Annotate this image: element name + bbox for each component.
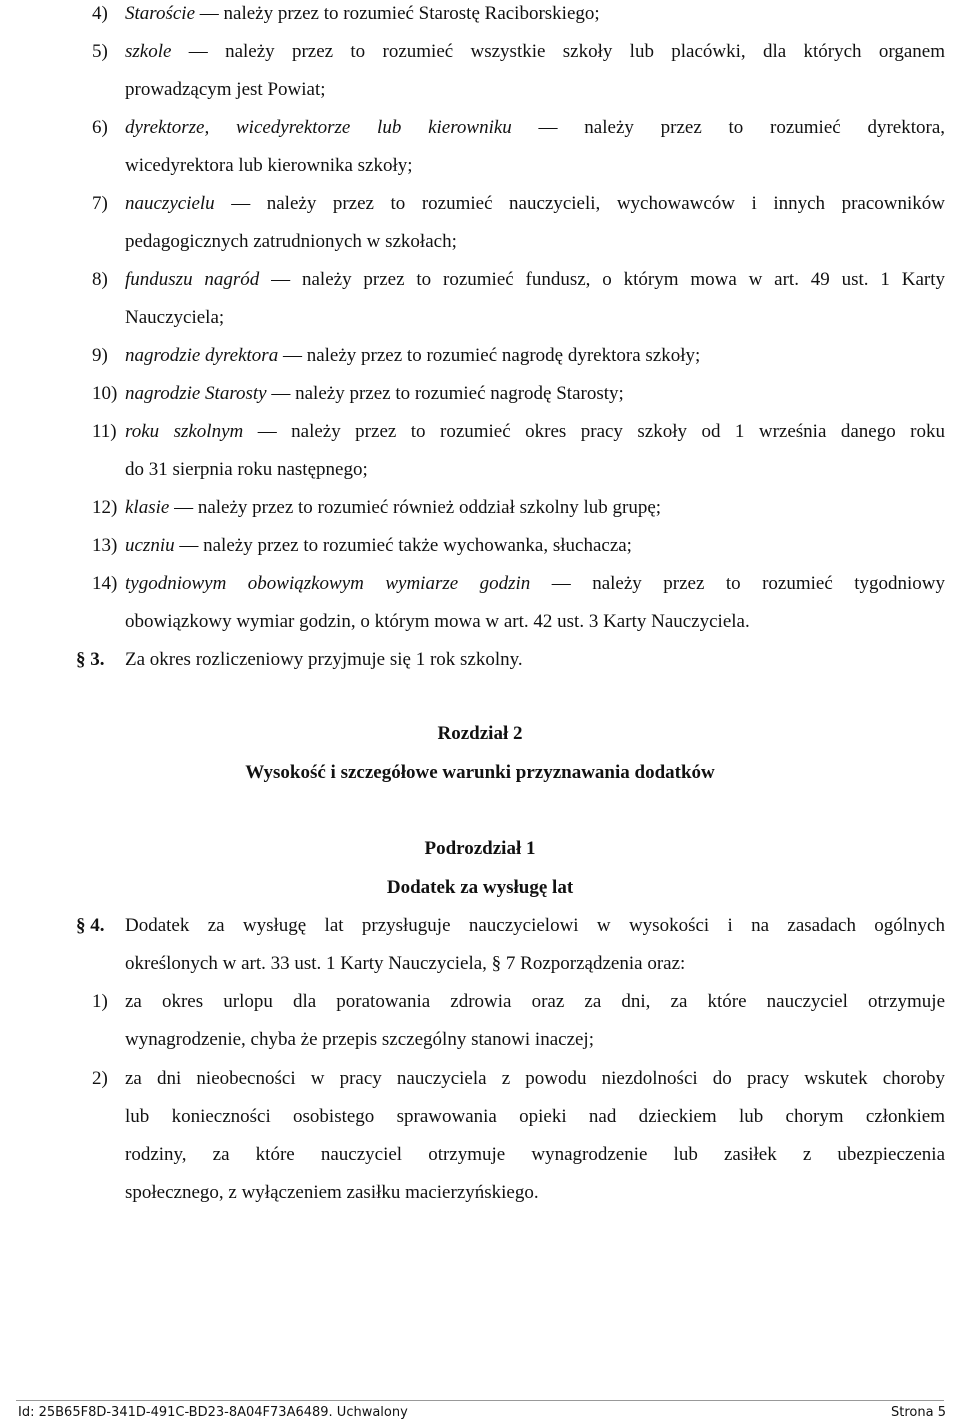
item-number: 10) (92, 383, 118, 404)
item-continuation: prowadzącym jest Powiat; (125, 79, 326, 100)
item-text: uczniu — należy przez to rozumieć także wychowanka, słuchacza; (125, 535, 632, 556)
item-text: za dni nieobecności w pracy nauczyciela z powodu niezdolności do pracy wskutek choroby (125, 1068, 945, 1089)
item-number: 2) (92, 1068, 108, 1089)
item-number: 9) (92, 345, 108, 366)
item-text: szkole — należy przez to rozumieć wszystkie szkoły lub placówki, dla których organem (125, 41, 945, 62)
item-continuation: wynagrodzenie, chyba że przepis szczególny stanowi inaczej; (125, 1029, 594, 1050)
item-number: 6) (92, 117, 108, 138)
chapter-title: Rozdział 2 (437, 723, 523, 744)
subchapter-title: Podrozdział 1 (424, 838, 536, 859)
item-text: Staroście — należy przez to rozumieć Starostę Raciborskiego; (125, 3, 600, 24)
item-number: 12) (92, 497, 118, 518)
item-number: 13) (92, 535, 118, 556)
item-continuation: wicedyrektora lub kierownika szkoły; (125, 155, 413, 176)
item-text: nagrodzie Starosty — należy przez to rozumieć nagrodę Starosty; (125, 383, 624, 404)
item-continuation: pedagogicznych zatrudnionych w szkołach; (125, 231, 457, 252)
section-text: Dodatek za wysługę lat przysługuje nauczycielowi w wysokości i na zasadach ogólnych (125, 915, 945, 936)
item-continuation: lub konieczności osobistego sprawowania opieki nad dzieckiem lub chorym członkiem (125, 1106, 945, 1127)
item-text: dyrektorze, wicedyrektorze lub kierowniku — należy przez to rozumieć dyrektora, (125, 117, 946, 138)
item-number: 4) (92, 3, 108, 24)
item-number: 11) (92, 421, 117, 442)
item-text: klasie — należy przez to rozumieć również oddział szkolny lub grupę; (125, 497, 662, 518)
item-text: za okres urlopu dla poratowania zdrowia oraz za dni, za które nauczyciel otrzymuje (125, 991, 945, 1012)
section-label: § 4. (76, 915, 105, 936)
footer-rule (16, 1400, 944, 1401)
item-number: 5) (92, 41, 108, 62)
chapter-subtitle: Wysokość i szczegółowe warunki przyznawania dodatków (245, 762, 715, 783)
item-text: nagrodzie dyrektora — należy przez to rozumieć nagrodę dyrektora szkoły; (125, 345, 701, 366)
item-continuation: Nauczyciela; (125, 307, 225, 328)
footer-document-id: Id: 25B65F8D-341D-491C-BD23-8A04F73A6489. Uchwalony (18, 1405, 408, 1420)
footer-page-number: Strona 5 (891, 1405, 946, 1420)
item-continuation: do 31 sierpnia roku następnego; (125, 459, 368, 480)
subchapter-subtitle: Dodatek za wysługę lat (386, 877, 574, 898)
item-number: 7) (92, 193, 108, 214)
item-number: 14) (92, 573, 118, 594)
item-number: 1) (92, 991, 108, 1012)
item-continuation: obowiązkowy wymiar godzin, o którym mowa w art. 42 ust. 3 Karty Nauczyciela. (125, 611, 750, 632)
item-number: 8) (92, 269, 108, 290)
section-text-continuation: określonych w art. 33 ust. 1 Karty Nauczyciela, § 7 Rozporządzenia oraz: (125, 953, 686, 974)
item-text: tygodniowym obowiązkowym wymiarze godzin — należy przez to rozumieć tygodniowy (125, 573, 945, 594)
item-continuation: rodziny, za które nauczyciel otrzymuje wynagrodzenie lub zasiłek z ubezpieczenia (125, 1144, 945, 1165)
item-text: roku szkolnym — należy przez to rozumieć okres pracy szkoły od 1 września danego roku (125, 421, 945, 442)
item-text: nauczycielu — należy przez to rozumieć nauczycieli, wychowawców i innych pracowników (125, 193, 945, 214)
section-label: § 3. (76, 649, 105, 670)
section-text: Za okres rozliczeniowy przyjmuje się 1 rok szkolny. (125, 649, 523, 670)
item-text: funduszu nagród — należy przez to rozumieć fundusz, o którym mowa w art. 49 ust. 1 Karty (125, 269, 945, 290)
item-continuation: społecznego, z wyłączeniem zasiłku macierzyńskiego. (125, 1182, 539, 1203)
